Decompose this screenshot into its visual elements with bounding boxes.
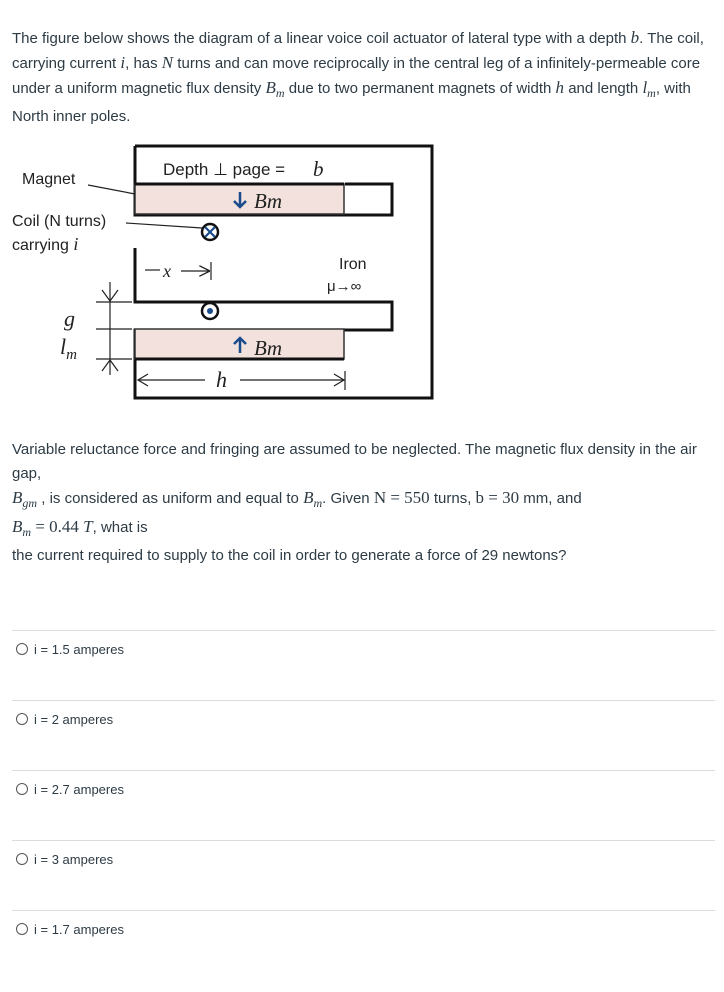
question-body [12, 438, 712, 568]
radio-button[interactable] [16, 643, 28, 655]
var-h: h [555, 78, 565, 97]
option-divider [12, 910, 715, 911]
radio-button[interactable] [16, 713, 28, 725]
intro-text: due to two permanent magnets of width [284, 80, 556, 97]
depth-var: b [313, 157, 324, 181]
actuator-diagram [0, 140, 450, 410]
option-label[interactable]: i = 1.7 amperes [34, 921, 124, 937]
option-label[interactable]: i = 3 amperes [34, 851, 114, 867]
mu-label: μ→∞ [327, 278, 362, 295]
var-b: b [630, 28, 640, 47]
current-out-of-page-icon [202, 303, 218, 319]
radio-button[interactable] [16, 923, 28, 935]
magnet-pointer [88, 185, 135, 194]
option-divider [12, 770, 715, 771]
intro-text: , has [125, 55, 162, 72]
option-divider [12, 630, 715, 631]
x-label: x [163, 261, 171, 281]
var-lm-sub: m [647, 86, 656, 100]
option-divider [12, 700, 715, 701]
intro-text: , with North inner poles. [12, 80, 691, 125]
option-divider [12, 840, 715, 841]
body-line-2: $B_{gm}$ , is considered as uniform and equal to $B_m$. Given N = 550 turns, b = 30 mm, and [12, 488, 582, 510]
var-N: N [161, 53, 174, 72]
answer-option[interactable] [16, 639, 124, 659]
answer-option[interactable] [16, 709, 113, 729]
body-line-1: Variable reluctance force and fringing are assumed to be neglected. The magnetic flux density in the air gap, [12, 441, 697, 482]
h-label: h [216, 367, 227, 392]
coil-pointer [126, 223, 202, 228]
intro-text: . The coil, carrying current [12, 30, 704, 72]
option-label[interactable]: i = 2.7 amperes [34, 781, 124, 797]
var-Bm: B [265, 78, 276, 97]
answer-option[interactable] [16, 779, 124, 799]
option-label[interactable]: i = 2 amperes [34, 711, 114, 727]
current-into-page-icon [202, 224, 218, 240]
answer-option[interactable] [16, 849, 113, 869]
magnet-label: Magnet [22, 171, 76, 188]
lm-label: $l_m$ [60, 334, 77, 363]
dimension-h [138, 371, 345, 390]
bm-top-label: Bm [254, 189, 282, 213]
body-line-3: $B_m = 0.44$ T, what is [12, 517, 148, 539]
dimension-g-lm [96, 282, 132, 375]
intro-text: and length [564, 80, 643, 97]
var-lm: l [642, 78, 648, 97]
body-line-4: the current required to supply to the coil in order to generate a force of 29 newtons? [12, 547, 567, 564]
answer-option[interactable] [16, 919, 124, 939]
coil-label-2: carrying i [12, 234, 79, 254]
var-Bm-sub: m [275, 86, 285, 100]
intro-text: turns and can move reciprocally in the central leg of a infinitely-permeable core under a uniform magnetic flux density [12, 55, 701, 97]
depth-label: Depth ⊥ page = [163, 160, 286, 179]
iron-label: Iron [339, 256, 367, 273]
question-intro [12, 26, 712, 129]
coil-label: Coil (N turns) [12, 213, 107, 230]
var-i: i [120, 53, 126, 72]
radio-button[interactable] [16, 783, 28, 795]
radio-button[interactable] [16, 853, 28, 865]
bm-bottom-label: Bm [254, 336, 282, 360]
g-label: g [64, 306, 75, 331]
intro-text: The figure below shows the diagram of a linear voice coil actuator of lateral type with a depth [12, 30, 631, 47]
option-label[interactable]: i = 1.5 amperes [34, 641, 124, 657]
